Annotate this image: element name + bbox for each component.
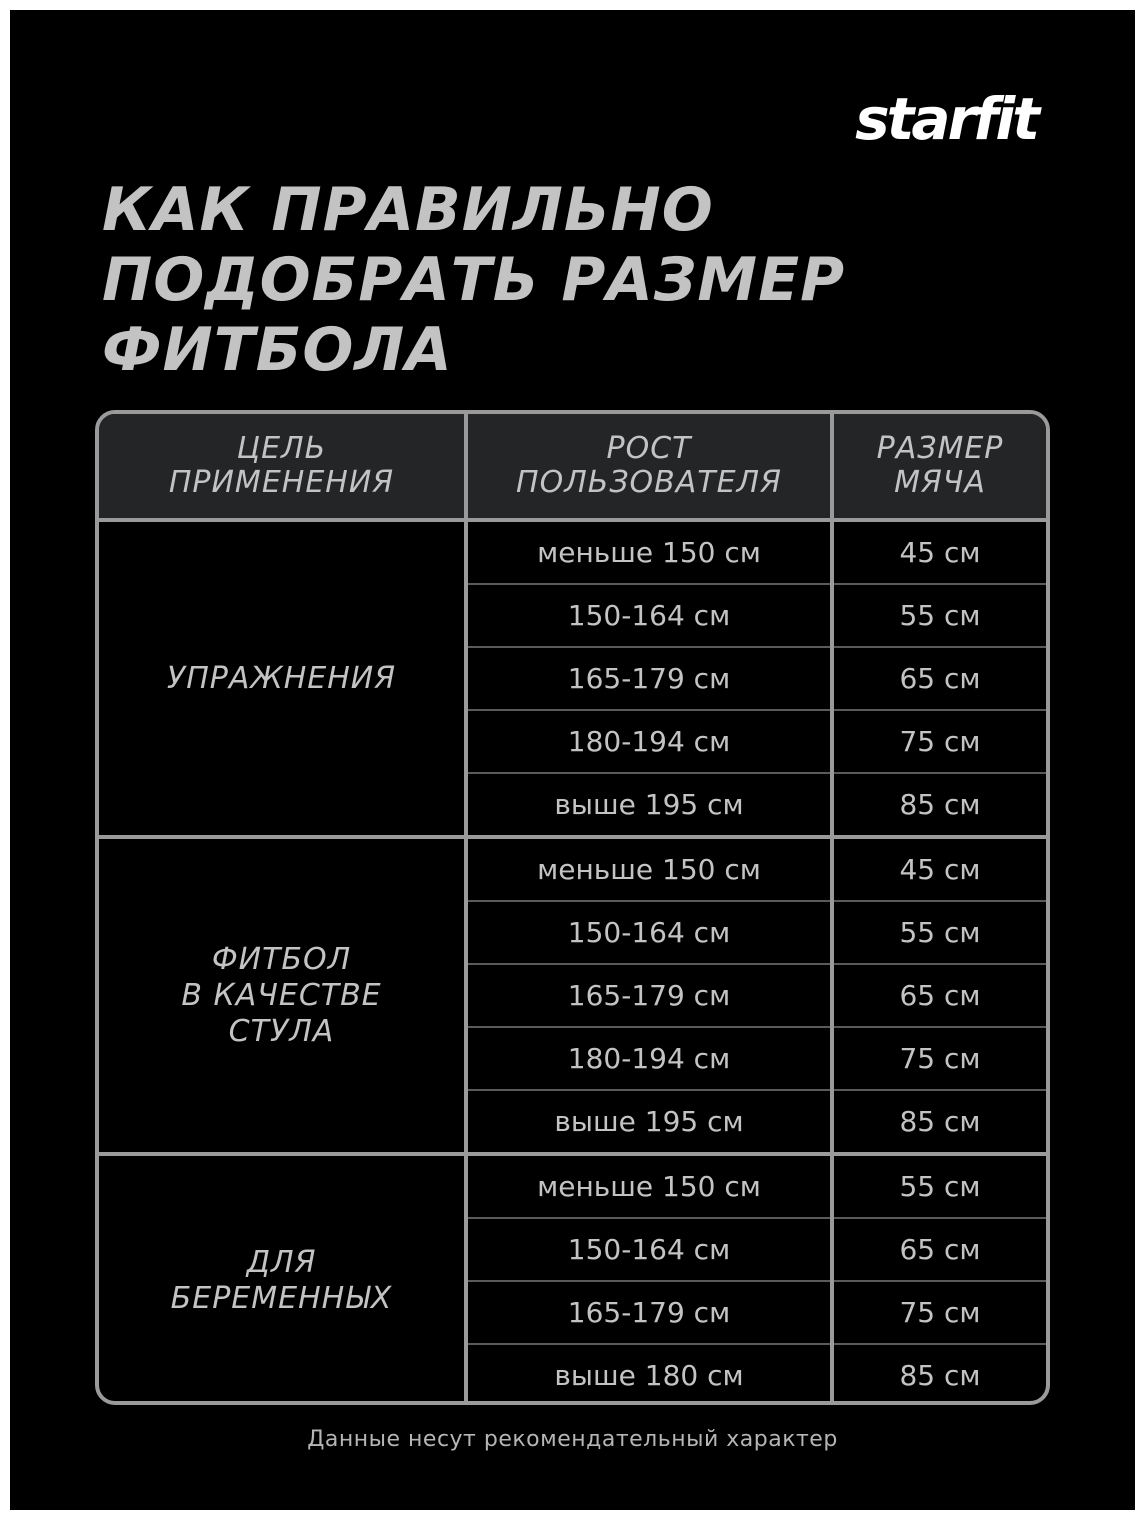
purpose-line: В КАЧЕСТВЕ bbox=[181, 977, 382, 1013]
table-row bbox=[99, 1154, 1046, 1218]
header-line: ЦЕЛЬ bbox=[236, 431, 327, 466]
purpose-line: ДЛЯ bbox=[246, 1245, 317, 1280]
height-cell: 165-179 см bbox=[466, 647, 832, 710]
height-cell: меньше 150 см bbox=[466, 837, 832, 901]
size-cell: 55 см bbox=[832, 1154, 1046, 1218]
header-line: РАЗМЕР bbox=[876, 431, 1004, 466]
brand-logo: starfit bbox=[855, 85, 1037, 153]
height-cell: 180-194 см bbox=[466, 1027, 832, 1090]
table-row bbox=[99, 837, 1046, 901]
header-line: РОСТ bbox=[606, 431, 692, 466]
title-line: ПОДОБРАТЬ РАЗМЕР bbox=[102, 245, 846, 315]
page-title bbox=[102, 175, 1052, 385]
size-cell: 85 см bbox=[832, 773, 1046, 837]
height-cell: выше 195 см bbox=[466, 1090, 832, 1154]
table-header-row bbox=[99, 414, 1046, 520]
height-cell: 150-164 см bbox=[466, 584, 832, 647]
height-cell: 180-194 см bbox=[466, 710, 832, 773]
purpose-cell bbox=[99, 1154, 466, 1405]
size-cell: 75 см bbox=[832, 710, 1046, 773]
header-ball-size bbox=[832, 414, 1046, 520]
height-cell: 165-179 см bbox=[466, 1281, 832, 1344]
header-height bbox=[466, 414, 832, 520]
purpose-line: УПРАЖНЕНИЯ bbox=[166, 660, 397, 696]
size-cell: 45 см bbox=[832, 837, 1046, 901]
purpose-line: БЕРЕМЕННЫХ bbox=[170, 1281, 393, 1316]
table-row bbox=[99, 520, 1046, 584]
purpose-cell bbox=[99, 520, 466, 837]
height-cell: 150-164 см bbox=[466, 901, 832, 964]
size-cell: 55 см bbox=[832, 901, 1046, 964]
size-cell: 65 см bbox=[832, 1218, 1046, 1281]
title-line: ФИТБОЛА bbox=[102, 315, 453, 385]
size-cell: 55 см bbox=[832, 584, 1046, 647]
size-cell: 85 см bbox=[832, 1344, 1046, 1405]
title-line: КАК ПРАВИЛЬНО bbox=[102, 175, 714, 245]
height-cell: 165-179 см bbox=[466, 964, 832, 1027]
height-cell: меньше 150 см bbox=[466, 520, 832, 584]
header-line: МЯЧА bbox=[894, 465, 986, 500]
size-cell: 75 см bbox=[832, 1027, 1046, 1090]
header-line: ПОЛЬЗОВАТЕЛЯ bbox=[516, 465, 782, 500]
size-cell: 45 см bbox=[832, 520, 1046, 584]
size-table-frame bbox=[95, 410, 1050, 1405]
height-cell: выше 180 см bbox=[466, 1344, 832, 1405]
footnote: Данные несут рекомендательный характер bbox=[307, 1427, 838, 1452]
header-line: ПРИМЕНЕНИЯ bbox=[168, 465, 395, 500]
height-cell: выше 195 см bbox=[466, 773, 832, 837]
purpose-line: ФИТБОЛ bbox=[211, 941, 352, 977]
purpose-cell bbox=[99, 837, 466, 1154]
header-purpose bbox=[99, 414, 466, 520]
height-cell: 150-164 см bbox=[466, 1218, 832, 1281]
size-cell: 65 см bbox=[832, 647, 1046, 710]
size-cell: 85 см bbox=[832, 1090, 1046, 1154]
height-cell: меньше 150 см bbox=[466, 1154, 832, 1218]
purpose-line: СТУЛА bbox=[228, 1013, 335, 1049]
size-table bbox=[99, 414, 1046, 1405]
size-cell: 65 см bbox=[832, 964, 1046, 1027]
size-cell: 75 см bbox=[832, 1281, 1046, 1344]
